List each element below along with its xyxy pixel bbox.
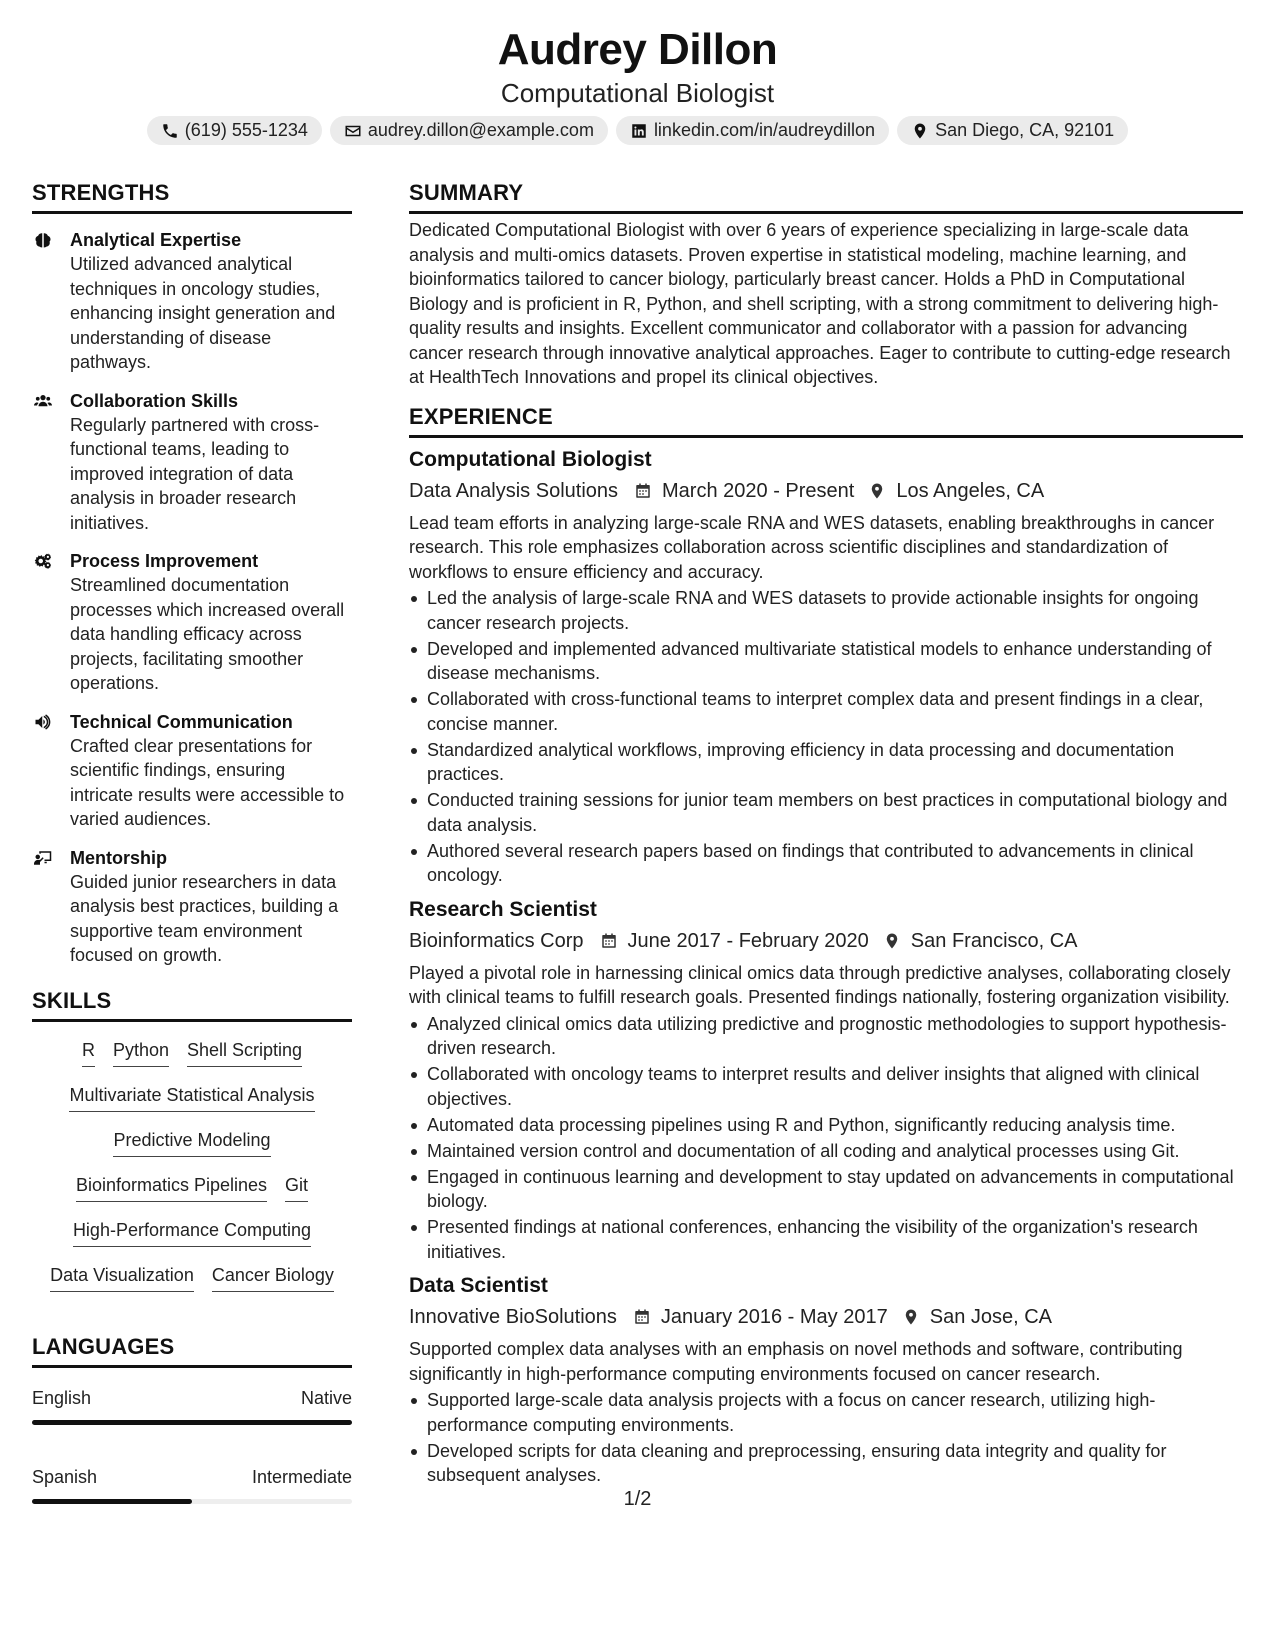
language-level: Intermediate — [251, 1466, 352, 1487]
skill-tag: R — [82, 1038, 95, 1067]
job-dates: June 2017 - February 2020 — [627, 929, 869, 952]
job-bullets — [409, 586, 1243, 888]
job-title: Data Scientist — [409, 1274, 548, 1297]
bullet-item: Automated data processing pipelines using R and Python, significantly reducing analysis time. — [409, 1113, 1243, 1138]
contact-location-text: San Diego, CA, 92101 — [935, 120, 1115, 140]
language-name: English — [32, 1387, 92, 1408]
job-entry — [409, 1272, 1243, 1488]
strengths-heading: STRENGTHS — [32, 180, 352, 214]
contact-location — [897, 116, 1128, 145]
bullet-item: Collaborated with oncology teams to interpret results and deliver insights that aligned with clinical objectives. — [409, 1062, 1243, 1111]
skills-list — [32, 1030, 352, 1300]
skills-row — [32, 1075, 352, 1120]
strength-title: Analytical Expertise — [70, 230, 242, 250]
language-item — [32, 1386, 352, 1425]
contact-linkedin[interactable] — [616, 116, 889, 145]
users-icon — [32, 392, 54, 410]
strength-desc: Streamlined documentation processes which increased overall data handling efficacy across projects, facilitating smoother operations. — [70, 575, 345, 693]
bullet-item: Collaborated with cross-functional teams to interpret complex data and present findings in a clear, concise manner. — [409, 687, 1243, 736]
bullet-item: Maintained version control and documentation of all coding and analytical processes using Git. — [409, 1139, 1243, 1164]
job-description: Lead team efforts in analyzing large-scale RNA and WES datasets, enabling breakthroughs in cancer research. This role emphasizes collaboration across scientific disciplines and standardization of workflows to ensure efficiency and accuracy. — [409, 512, 1215, 582]
location-pin-icon — [902, 1307, 920, 1327]
summary-text: Dedicated Computational Biologist with over 6 years of experience specializing in large-scale data analysis and multi-omics datasets. Proven expertise in statistical modeling, machine learning, and bioinformatics tailored to cancer biology, particularly breast cancer. Holds a PhD in Computational Biology and is proficient in R, Python, and shell scripting, with a strong commitment to delivering high-quality results and insights. Excellent communicator and collaborator with a passion for advancing cancer research through innovative analytical approaches. Eager to contribute to cutting-edge research at HealthTech Innovations and propel its clinical objectives. — [409, 220, 1231, 387]
language-name: Spanish — [32, 1466, 98, 1487]
strength-item — [32, 549, 352, 696]
languages-heading: LANGUAGES — [32, 1334, 352, 1368]
bullet-item: Standardized analytical workflows, improving efficiency in data processing and documentation practices. — [409, 738, 1243, 787]
bullet-item: Supported large-scale data analysis projects with a focus on cancer research, utilizing high-performance computing environments. — [409, 1388, 1243, 1437]
calendar-icon — [633, 1307, 651, 1327]
calendar-icon — [634, 481, 652, 501]
strength-desc: Regularly partnered with cross-functional teams, leading to improved integration of data analysis in broader research initiatives. — [70, 414, 320, 533]
language-proficiency-fill — [32, 1420, 352, 1425]
skill-tag: Data Visualization — [50, 1263, 194, 1292]
language-level: Native — [300, 1387, 352, 1408]
job-location: Los Angeles, CA — [896, 479, 1045, 502]
language-proficiency-bar — [32, 1420, 352, 1425]
bullet-item: Authored several research papers based on findings that contributed to advancements in clinical oncology. — [409, 839, 1243, 888]
summary-heading: SUMMARY — [409, 180, 1243, 214]
contact-phone — [147, 116, 322, 145]
location-pin-icon — [883, 931, 901, 951]
experience-heading: EXPERIENCE — [409, 404, 1243, 438]
location-pin-icon — [911, 122, 929, 140]
strength-desc: Guided junior researchers in data analysis best practices, building a supportive team environment focused on growth. — [70, 871, 339, 965]
strength-item — [32, 228, 352, 375]
location-pin-icon — [868, 481, 886, 501]
bullet-item: Analyzed clinical omics data utilizing predictive and prognostic methodologies to support hypothesis-driven research. — [409, 1012, 1243, 1061]
bullet-item: Developed scripts for data cleaning and preprocessing, ensuring data integrity and quality for subsequent analyses. — [409, 1439, 1243, 1488]
candidate-title: Computational Biologist — [500, 78, 775, 108]
skill-tag: Cancer Biology — [212, 1263, 334, 1292]
page-number: 1/2 — [623, 1488, 652, 1510]
skill-tag: Multivariate Statistical Analysis — [69, 1083, 314, 1112]
strength-title: Technical Communication — [70, 711, 293, 732]
chalkboard-teacher-icon — [32, 849, 54, 867]
gears-icon — [32, 552, 54, 570]
bullet-item: Led the analysis of large-scale RNA and WES datasets to provide actionable insights for ongoing cancer research projects. — [409, 586, 1243, 635]
job-company: Innovative BioSolutions — [409, 1306, 617, 1328]
phone-icon — [161, 122, 179, 140]
job-bullets — [409, 1388, 1243, 1488]
skills-row — [32, 1120, 352, 1165]
job-bullets — [409, 1012, 1243, 1265]
volume-icon — [32, 713, 54, 731]
contact-email[interactable] — [330, 116, 608, 145]
strength-desc: Utilized advanced analytical techniques in oncology studies, enhancing insight generation and understanding of disease pathways. — [70, 254, 336, 372]
contact-email-text: audrey.dillon@example.com — [367, 120, 594, 140]
job-entry — [409, 896, 1243, 1265]
job-meta — [409, 1303, 1243, 1331]
contact-phone-text: (619) 555-1234 — [184, 120, 308, 140]
left-column — [32, 180, 352, 1504]
skills-row — [32, 1165, 352, 1210]
job-dates: March 2020 - Present — [662, 479, 855, 502]
resume-header — [0, 24, 1275, 145]
candidate-name: Audrey Dillon — [497, 25, 778, 74]
right-column — [409, 180, 1243, 1488]
skill-tag: Shell Scripting — [187, 1038, 302, 1067]
contact-bar — [0, 116, 1275, 145]
job-dates: January 2016 - May 2017 — [660, 1306, 888, 1328]
job-meta — [409, 477, 1243, 505]
skill-tag: High-Performance Computing — [73, 1218, 311, 1247]
skill-tag: Bioinformatics Pipelines — [76, 1173, 267, 1202]
strength-title: Collaboration Skills — [70, 390, 239, 411]
job-meta — [409, 927, 1243, 955]
strength-item — [32, 846, 352, 968]
strength-title: Process Improvement — [70, 551, 259, 571]
bullet-item: Presented findings at national conferences, enhancing the visibility of the organization's research initiatives. — [409, 1215, 1243, 1264]
bullet-item: Conducted training sessions for junior team members on best practices in computational biology and data analysis. — [409, 788, 1243, 837]
strength-title: Mentorship — [70, 847, 167, 868]
job-description: Supported complex data analyses with an emphasis on novel methods and software, contributing significantly in high-performance computing environments focused on cancer research. — [409, 1339, 1183, 1384]
skill-tag: Git — [285, 1173, 308, 1202]
bullet-item: Developed and implemented advanced multivariate statistical models to enhance understanding of disease mechanisms. — [409, 637, 1243, 686]
brain-icon — [32, 231, 54, 249]
calendar-icon — [600, 931, 618, 951]
skill-tag: Predictive Modeling — [113, 1128, 270, 1157]
job-title: Computational Biologist — [409, 447, 652, 471]
job-location: San Francisco, CA — [910, 929, 1078, 952]
envelope-icon — [344, 122, 362, 140]
linkedin-icon — [630, 122, 648, 140]
skills-row — [32, 1030, 352, 1075]
strength-item — [32, 389, 352, 536]
job-location: San Jose, CA — [929, 1306, 1053, 1328]
strength-desc: Crafted clear presentations for scientific findings, ensuring intricate results were accessible to varied audiences. — [70, 735, 345, 829]
job-company: Bioinformatics Corp — [409, 929, 584, 952]
job-title: Research Scientist — [409, 897, 597, 921]
job-description: Played a pivotal role in harnessing clinical omics data through predictive analyses, collaborating closely with clinical teams to fulfill research goals. Presented findings nationally, fostering organization visibility. — [409, 962, 1231, 1007]
job-entry — [409, 446, 1243, 888]
contact-linkedin-text: linkedin.com/in/audreydillon — [653, 120, 876, 140]
skills-row — [32, 1210, 352, 1255]
bullet-item: Engaged in continuous learning and development to stay updated on advancements in computational biology. — [409, 1165, 1243, 1214]
skills-row — [32, 1255, 352, 1300]
skills-heading: SKILLS — [32, 988, 352, 1022]
job-company: Data Analysis Solutions — [409, 479, 619, 502]
strength-item — [32, 710, 352, 832]
skill-tag: Python — [113, 1038, 169, 1067]
